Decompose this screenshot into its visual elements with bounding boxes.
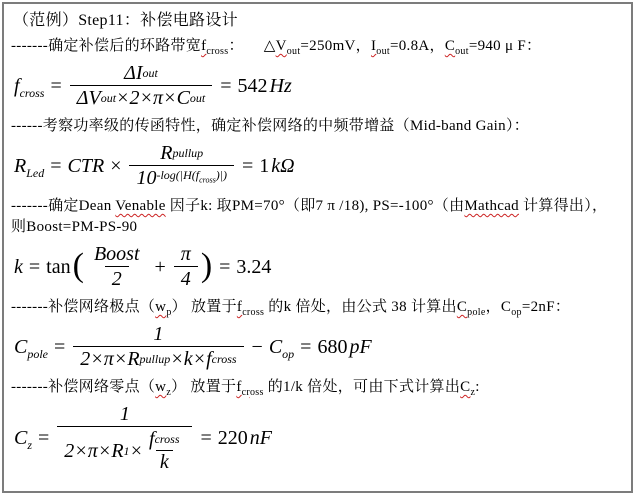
fraction-numerator: 1 [153, 323, 164, 345]
lhs-sub: Led [26, 165, 45, 180]
equals-sign: = [54, 335, 66, 358]
exp-post: )|) [215, 168, 227, 183]
line-pole-mid1: ） 放置于 [171, 299, 237, 315]
fcross-term [236, 299, 265, 318]
den-r: R [111, 439, 124, 462]
inner-fraction [145, 428, 183, 473]
lhs-base: C [14, 427, 28, 449]
line-venable-prefix: -------确定Dean [11, 198, 116, 214]
fcross-base: f [236, 299, 243, 315]
fcross-sub: cross [242, 307, 265, 318]
fraction-numerator: Boost [93, 243, 140, 265]
equals-sign: = [300, 335, 312, 358]
den-f: f [206, 348, 212, 370]
equals-sign: = [200, 427, 212, 449]
cop-base: C [500, 299, 512, 315]
minus-sign: − [251, 335, 263, 358]
venable-word: Venable [115, 198, 166, 214]
cz-sub: z [470, 387, 476, 398]
lhs-k: k [14, 255, 23, 278]
right-paren: ) [200, 247, 213, 285]
result-value: 3.24 [236, 255, 272, 278]
lhs-cz [14, 427, 33, 452]
iout-sub: out [376, 46, 390, 57]
num-base: ΔI [124, 62, 143, 84]
formula-kfactor [14, 242, 625, 291]
times-sign: × [110, 154, 122, 177]
equals-sign: = [50, 154, 62, 177]
wz-term [155, 379, 172, 398]
lhs-base: f [14, 74, 20, 97]
cz-term [460, 379, 476, 398]
fraction-numerator: π [180, 243, 191, 265]
equals-sign: = [220, 74, 232, 97]
cop-base: C [268, 335, 283, 358]
result-value: 1 [259, 154, 270, 177]
fraction-numerator: 1 [119, 403, 130, 425]
line-venable [11, 196, 625, 238]
formula-cz [14, 402, 625, 474]
inner-numerator: f cross [149, 428, 180, 450]
den-operators: ×2×π× [116, 87, 177, 109]
mathcad-word: Mathcad [464, 198, 519, 214]
result-value: 680 [317, 335, 348, 358]
cz-base: C [460, 379, 471, 395]
wp-sub: p [166, 307, 172, 318]
den-times: × [129, 439, 144, 462]
wz-base: w [155, 379, 167, 395]
tan-function: tan [46, 255, 71, 278]
lhs-sub: z [27, 438, 33, 452]
den-c: C [176, 87, 190, 109]
line-venable-mid: 因子k: 取PM=70°（即7 π /18), PS=-100°（由 [165, 198, 465, 214]
colon: ： [228, 38, 244, 54]
fraction-denominator [129, 165, 234, 190]
lhs-base: C [14, 335, 28, 358]
fraction-denominator: ΔV out ×2×π× C out [70, 85, 213, 110]
line-bandwidth-prefix: -------确定补偿后的环路带宽 [11, 38, 202, 54]
line-midband: ------考察功率级的传函特性，确定补偿网络的中频带增益（Mid-band Gain）： [11, 118, 530, 134]
vout-base: V [275, 38, 287, 54]
fraction [73, 322, 243, 371]
cout-term [444, 38, 469, 57]
den-pre: 2×π× [80, 348, 128, 370]
line-venable-suffix: 计算得出）， [518, 198, 608, 214]
fcross-sub: cross [206, 46, 229, 57]
plus-sign: + [154, 255, 166, 278]
line-pole-prefix: -------补偿网络极点（ [11, 299, 156, 315]
line-pole-suffix: =2nF： [521, 299, 571, 315]
exp-sub: cross [199, 175, 216, 185]
fraction-numerator: ΔI out [124, 62, 158, 84]
formula-cpole [14, 322, 625, 371]
vout-sub: out [286, 46, 301, 57]
formula-rled [14, 141, 625, 190]
line-zero [11, 377, 625, 398]
lhs-sub: cross [19, 85, 45, 100]
equals-sign: = [50, 74, 62, 97]
line-pole-mid2: 的k 倍处，由公式 38 计算出 [264, 299, 457, 315]
result-value: 542 [237, 74, 268, 97]
cpole-base: C [456, 299, 468, 315]
fraction [57, 402, 192, 474]
line-pole [11, 297, 625, 318]
lhs-cpole [14, 335, 49, 361]
result-unit: Hz [269, 74, 292, 97]
wz-sub: z [166, 387, 172, 398]
lhs-base: R [14, 154, 27, 177]
cop-sub: op [282, 346, 295, 361]
result-unit: pF [349, 335, 372, 358]
cop-term [268, 335, 295, 361]
fraction-denominator: 4 [174, 266, 198, 291]
line-zero-mid2: 的1/k 倍处，可由下式计算出 [263, 379, 461, 395]
cpole-sub: pole [467, 307, 486, 318]
lhs-fcross [14, 74, 45, 100]
line-zero-mid1: ） 放置于 [171, 379, 237, 395]
inner-denominator: k [156, 450, 173, 473]
iout-term [370, 38, 390, 57]
den-mid: ×k× [170, 348, 207, 370]
iout-value: =0.8A， [389, 38, 445, 54]
delta-symbol: △ [263, 38, 276, 54]
equals-sign: = [241, 154, 254, 177]
equals-sign: = [38, 427, 50, 449]
line-zero-suffix: : [475, 379, 480, 395]
line-zero-prefix: -------补偿网络零点（ [11, 379, 156, 395]
line-pole-mid3: ， [485, 299, 501, 315]
equals-sign: = [219, 255, 231, 278]
fcross-sub: cross [241, 387, 264, 398]
iout-base: I [370, 38, 377, 54]
fcross-term [201, 38, 229, 57]
lhs-sub: pole [27, 346, 49, 361]
cpole-term [456, 299, 486, 318]
den-r: R [127, 348, 140, 370]
left-paren: ( [72, 247, 84, 285]
formula-fcross [14, 61, 625, 110]
vout-term [275, 38, 301, 57]
boost-fraction [87, 242, 147, 291]
den-v: ΔV [76, 87, 101, 109]
pi-fraction [174, 242, 198, 291]
wp-term [155, 299, 172, 318]
exponent [156, 168, 227, 185]
wp-base: w [155, 299, 167, 315]
fraction-denominator: 2 [105, 266, 129, 291]
exp-pre: -log(|H(f [156, 168, 200, 183]
fraction [129, 141, 234, 190]
page-title: （范例）Step11：补偿电路设计 [13, 12, 238, 29]
num-base: R [160, 142, 173, 164]
ctr-term: CTR [67, 154, 105, 177]
fcross-term [236, 379, 264, 398]
fraction-denominator: 2×π× R 1 × f cross k [57, 426, 192, 474]
equals-sign: = [28, 255, 41, 278]
fraction-numerator: R pullup [160, 142, 204, 164]
result-unit: nF [249, 427, 272, 449]
fraction [70, 61, 213, 110]
fcross-base: f [201, 38, 207, 54]
cout-sub: out [455, 46, 469, 57]
lhs-rled [14, 154, 45, 180]
den-base: 10 [136, 167, 157, 189]
fraction-denominator: 2×π× R pullup ×k× f cross [73, 346, 243, 371]
cout-value: =940 μ F： [468, 38, 542, 54]
result-unit: kΩ [271, 154, 295, 177]
fcross-base: f [236, 379, 242, 395]
cop-sub: op [511, 307, 522, 318]
inner-num-base: f [149, 428, 155, 450]
cout-base: C [444, 38, 456, 54]
line-bandwidth [11, 36, 625, 57]
boost-equation: 则Boost=PM-PS-90 [11, 219, 138, 235]
vout-value: =250mV， [300, 38, 371, 54]
den-pre: 2×π× [64, 439, 112, 462]
cop-term [500, 299, 522, 318]
result-value: 220 [217, 427, 248, 449]
document-page [2, 2, 633, 493]
